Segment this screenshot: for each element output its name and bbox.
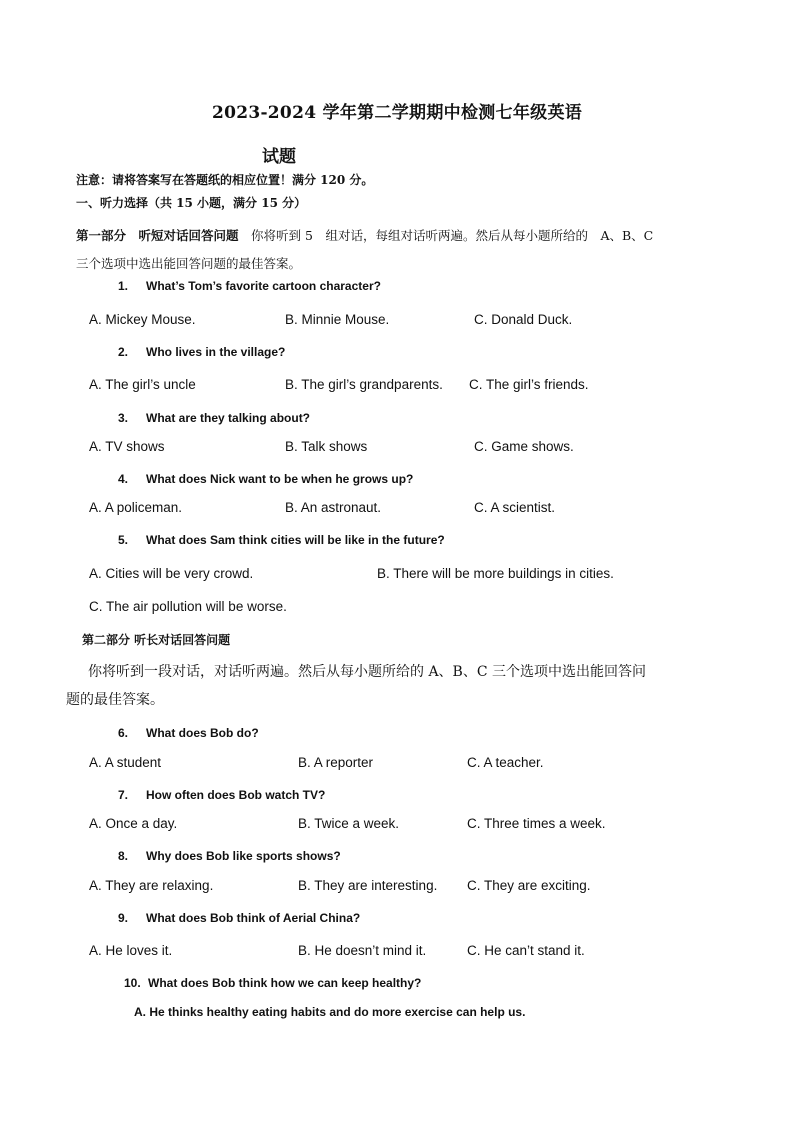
part1-instruction-b: 三个选项中选出能回答问题的最佳答案。 bbox=[76, 256, 302, 271]
question-text: Who lives in the village? bbox=[146, 345, 286, 359]
option-b: B. An astronaut. bbox=[285, 500, 382, 515]
option-a: A. A student bbox=[89, 755, 162, 770]
question-text: How often does Bob watch TV? bbox=[146, 788, 326, 802]
option-c: C. Three times a week. bbox=[467, 816, 606, 831]
exam-note: 注意：请将答案写在答题纸的相应位置！满分 120 分。 bbox=[76, 173, 374, 187]
option-a: A. TV shows bbox=[89, 439, 165, 454]
question-number: 2. bbox=[118, 345, 129, 359]
question-number: 9. bbox=[118, 911, 129, 925]
option-c: C. He can’t stand it. bbox=[467, 943, 585, 958]
question-3 bbox=[118, 411, 310, 425]
question-text: What does Sam think cities will be like in the future? bbox=[146, 533, 445, 547]
question-6 bbox=[118, 726, 259, 740]
question-number: 3. bbox=[118, 411, 129, 425]
question-text: What does Bob think how we can keep healthy? bbox=[148, 976, 422, 990]
option-b: B. The girl’s grandparents. bbox=[285, 377, 443, 392]
option-b: B. A reporter bbox=[298, 755, 374, 770]
part2-instruction-b: 题的最佳答案。 bbox=[66, 692, 164, 708]
question-4 bbox=[118, 472, 413, 486]
option-c: C. A scientist. bbox=[474, 500, 556, 515]
question-9 bbox=[118, 911, 360, 925]
part2-label: 第二部分 听长对话回答问题 bbox=[82, 633, 231, 647]
question-number: 7. bbox=[118, 788, 129, 802]
question-10 bbox=[124, 976, 421, 990]
section-heading: 一、听力选择（共 15 小题，满分 15 分） bbox=[76, 196, 307, 210]
option-a: A. Cities will be very crowd. bbox=[89, 566, 254, 581]
part1-label: 第一部分 听短对话回答问题 bbox=[76, 228, 239, 243]
option-a: A. They are relaxing. bbox=[89, 878, 214, 893]
option-b: B. There will be more buildings in cities. bbox=[377, 566, 614, 581]
question-7 bbox=[118, 788, 325, 802]
option-a: A. The girl’s uncle bbox=[89, 377, 196, 392]
option-a: A. Mickey Mouse. bbox=[89, 312, 196, 327]
question-text: Why does Bob like sports shows? bbox=[146, 849, 341, 863]
option-b: B. He doesn’t mind it. bbox=[298, 943, 427, 958]
question-text: What are they talking about? bbox=[146, 411, 311, 425]
question-number: 1. bbox=[118, 279, 129, 293]
option-c: C. They are exciting. bbox=[467, 878, 591, 893]
question-number: 5. bbox=[118, 533, 129, 547]
question-8 bbox=[118, 849, 341, 863]
option-c: C. The girl’s friends. bbox=[469, 377, 589, 392]
part1-instruction bbox=[76, 226, 653, 244]
question-number: 4. bbox=[118, 472, 129, 486]
option-a: A. He loves it. bbox=[89, 943, 173, 958]
question-1 bbox=[118, 279, 381, 293]
option-b: B. They are interesting. bbox=[298, 878, 438, 893]
option-c: C. Game shows. bbox=[474, 439, 574, 454]
option-a: A. He thinks healthy eating habits and do more exercise can help us. bbox=[134, 1005, 526, 1019]
question-text: What does Bob do? bbox=[146, 726, 259, 740]
option-b: B. Minnie Mouse. bbox=[285, 312, 390, 327]
option-c: C. The air pollution will be worse. bbox=[89, 599, 287, 614]
option-b: B. Talk shows bbox=[285, 439, 368, 454]
part2-instruction-a: 你将听到一段对话，对话听两遍。然后从每小题所给的 A、B、C 三个选项中选出能回答问 bbox=[88, 664, 647, 680]
option-a: A. A policeman. bbox=[89, 500, 183, 515]
question-number: 6. bbox=[118, 726, 129, 740]
question-text: What’s Tom’s favorite cartoon character? bbox=[146, 279, 381, 293]
option-a: A. Once a day. bbox=[89, 816, 178, 831]
option-c: C. Donald Duck. bbox=[474, 312, 573, 327]
question-text: What does Nick want to be when he grows up? bbox=[146, 472, 414, 486]
question-2 bbox=[118, 345, 285, 359]
option-b: B. Twice a week. bbox=[298, 816, 400, 831]
question-number: 10. bbox=[124, 976, 141, 990]
page-title: 2023-2024 学年第二学期期中检测七年级英语 bbox=[211, 103, 583, 123]
part1-instruction-a: 你将听到 5 组对话，每组对话听两遍。然后从每小题所给的 A、B、C bbox=[251, 228, 654, 243]
question-number: 8. bbox=[118, 849, 129, 863]
page-subtitle: 试题 bbox=[262, 147, 296, 167]
question-5 bbox=[118, 533, 445, 547]
question-text: What does Bob think of Aerial China? bbox=[146, 911, 361, 925]
option-c: C. A teacher. bbox=[467, 755, 544, 770]
